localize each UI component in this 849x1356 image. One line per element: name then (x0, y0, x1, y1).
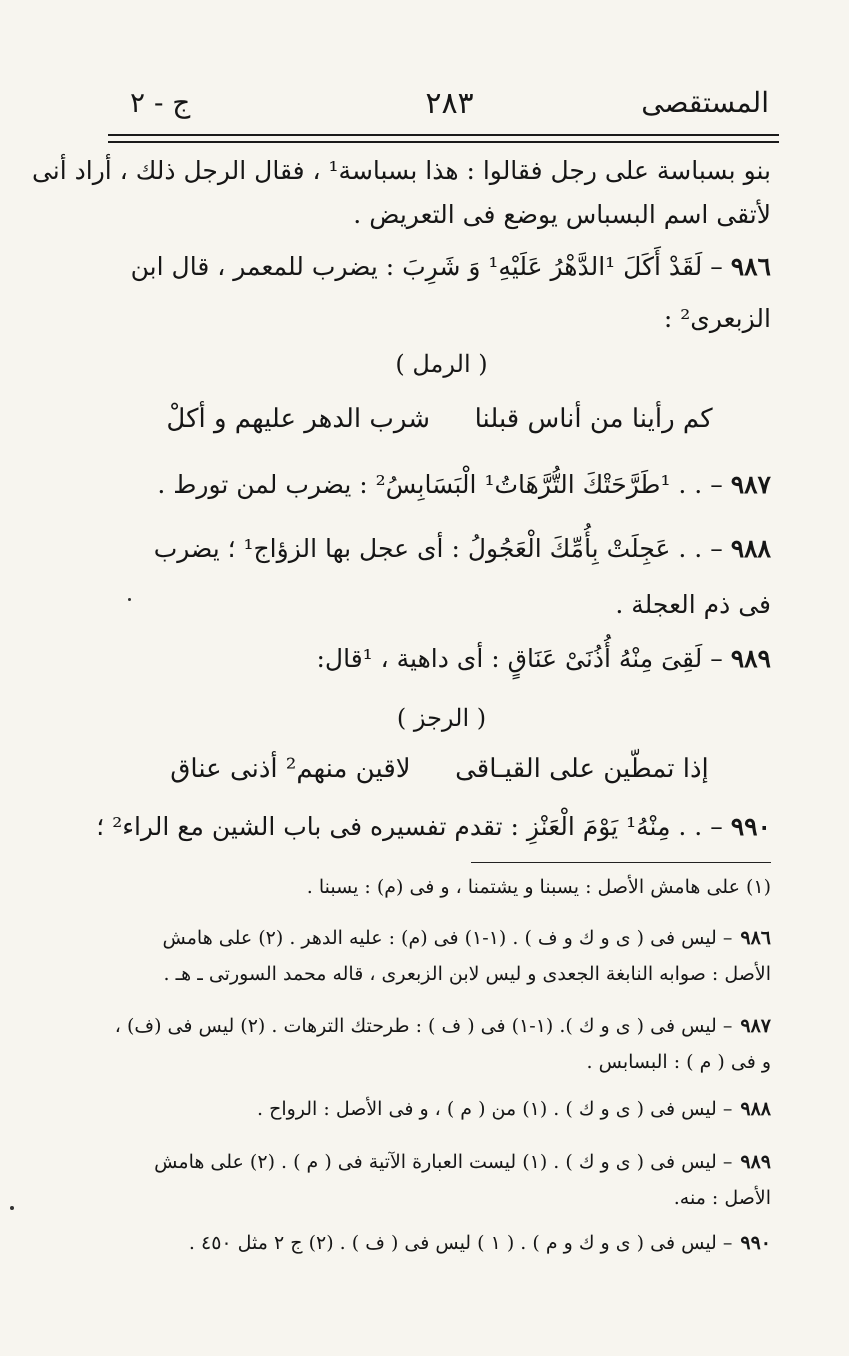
entry-986 (112, 252, 771, 281)
running-header (130, 80, 769, 128)
footnote-text: – ليس فى ( ى و ك و م ) . ( ١ ) ليس فى ( ف ) . (٢) ج ٢ مثل ٤٥٠ . (188, 1232, 733, 1254)
footnote-number: ٩٩٠ (740, 1232, 771, 1254)
footnote-number: ٩٨٦ (740, 927, 771, 949)
footnote-number: ٩٨٨ (740, 1098, 771, 1120)
entry-988 (112, 534, 771, 563)
book-title: المستقصى (641, 86, 769, 119)
header-rule-bottom (108, 141, 779, 143)
header-rule-top (108, 134, 779, 136)
footnote-text: – ليس فى ( ى و ك ) . (١) ليست العبارة الآتية فى ( م ) . (٢) على هامش الأصل : منه. (154, 1151, 771, 1209)
entry-989 (112, 644, 771, 673)
entry-990 (96, 812, 771, 841)
footnote-number: ٩٨٩ (740, 1151, 771, 1173)
verse-line (150, 754, 729, 784)
entry-number: ٩٩٠ (730, 812, 771, 841)
verse-hemistich: إذا تمطّين على القيـاقى (455, 754, 709, 784)
verse-hemistich: شرب الدهر عليهم و أكلْ (166, 404, 431, 434)
footnote-number: ٩٨٧ (740, 1015, 771, 1037)
entry-text: – . . عَجِلَتْ بِأُمِّكَ الْعَجُولُ : أى عجل بها الزؤاج¹ ؛ يضرب (153, 534, 723, 563)
footnote-989 (110, 1144, 771, 1216)
print-speck (128, 598, 131, 601)
entry-text: – . . ¹طَرَّحَتْكَ التُّرَّهَاتُ¹ الْبَسَابِسُ² : يضرب لمن تورط . (157, 470, 723, 499)
entry-text: – لَقِىَ مِنْهُ أُذُنَىْ عَنَاقٍ : أى داهية ، ¹قال: (316, 644, 723, 673)
footnote-987 (110, 1008, 771, 1080)
footnote: (١) على هامش الأصل : يسبنا و يشتمنا ، و فى (م) : يسبنا . (306, 876, 771, 898)
footnote-text: – ليس فى ( ى و ك و ف ) . (١-١) فى (م) : عليه الدهر . (٢) على هامش الأصل : صوابه النابغة الجعدى و ليس لابن الزبعرى ، قاله محمد السورتى ـ هـ . (162, 927, 771, 985)
footnote-990 (110, 1232, 771, 1254)
paragraph-line: لأتقى اسم البسباس يوضع فى التعريض . (353, 200, 771, 229)
footnote-text: – ليس فى ( ى و ك ) . (١) من ( م ) ، و فى الأصل : الرواح . (256, 1098, 733, 1120)
entry-number: ٩٨٧ (730, 470, 771, 499)
verse-hemistich: كم رأينا من أناس قبلنا (474, 404, 713, 434)
footnote-text: – ليس فى ( ى و ك ). (١-١) فى ( ف ) : طرحتك الترهات . (٢) ليس فى (ف) ، و فى ( م ) : البسابس . (114, 1015, 771, 1073)
verse-hemistich: لاقين منهم² أذنى عناق (170, 754, 411, 784)
entry-987 (112, 470, 771, 499)
footnote-separator (471, 862, 771, 863)
entry-number: ٩٨٦ (730, 252, 771, 281)
entry-continuation: فى ذم العجلة . (615, 590, 771, 619)
footnote-988 (110, 1098, 771, 1120)
entry-number: ٩٨٩ (730, 644, 771, 673)
meter-label: ( الرجز ) (396, 704, 487, 732)
verse-line (150, 404, 729, 434)
print-speck (10, 1206, 14, 1210)
volume-label: ج - ٢ (130, 86, 191, 119)
paragraph-line: بنو بسباسة على رجل فقالوا : هذا بسباسة¹ ، فقال الرجل ذلك ، أراد أنى (31, 156, 771, 185)
entry-text: – . . مِنْهُ¹ يَوْمَ الْعَنْزِ : تقدم تفسيره فى باب الشين مع الراء² ؛ (96, 812, 723, 841)
entry-continuation: الزبعرى² : (663, 304, 771, 333)
entry-text: – لَقَدْ أَكَلَ ¹الدَّهْرُ عَلَيْهِ¹ وَ شَرِبَ : يضرب للمعمر ، قال ابن (130, 252, 723, 281)
footnote-986 (110, 920, 771, 992)
entry-number: ٩٨٨ (730, 534, 771, 563)
page-number: ٢٨٣ (425, 86, 474, 121)
meter-label: ( الرمل ) (395, 350, 488, 378)
